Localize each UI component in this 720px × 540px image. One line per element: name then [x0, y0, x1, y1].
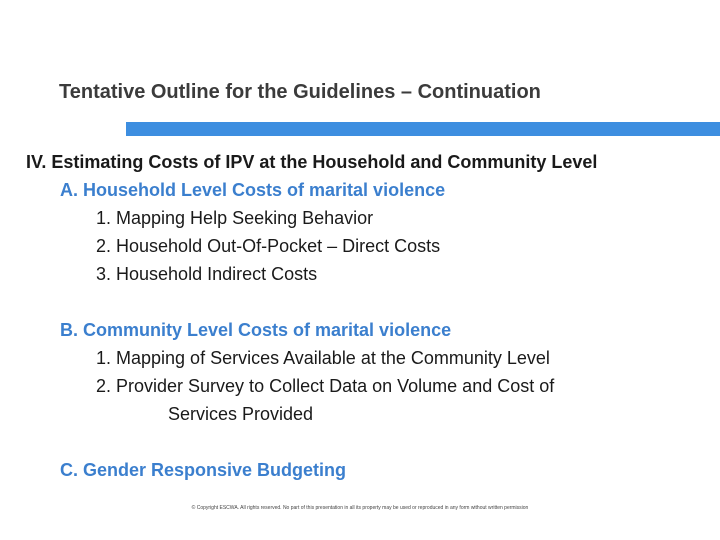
section-a-item-3: 3. Household Indirect Costs: [96, 264, 318, 284]
slide-title: Tentative Outline for the Guidelines – Continuation: [59, 81, 541, 103]
section-a-item-2: 2. Household Out-Of-Pocket – Direct Costs: [96, 236, 441, 256]
section-b-item-2-continued: Services Provided: [168, 404, 314, 424]
section-c-label: C. Gender Responsive Budgeting: [60, 460, 347, 480]
section-b-item-1: 1. Mapping of Services Available at the Community Level: [96, 348, 550, 368]
section-b-item-2: 2. Provider Survey to Collect Data on Volume and Cost of: [96, 376, 555, 396]
outline-heading: IV. Estimating Costs of IPV at the Household and Community Level: [26, 152, 598, 172]
copyright-footer: © Copyright ESCWA. All rights reserved. No part of this presentation in all its property may be used or reproduced in any form without written permission: [191, 505, 529, 511]
title-accent-bar: [126, 122, 720, 136]
section-a-label: A. Household Level Costs of marital violence: [60, 180, 446, 200]
section-a-item-1: 1. Mapping Help Seeking Behavior: [96, 208, 374, 228]
section-b-label: B. Community Level Costs of marital violence: [60, 320, 452, 340]
